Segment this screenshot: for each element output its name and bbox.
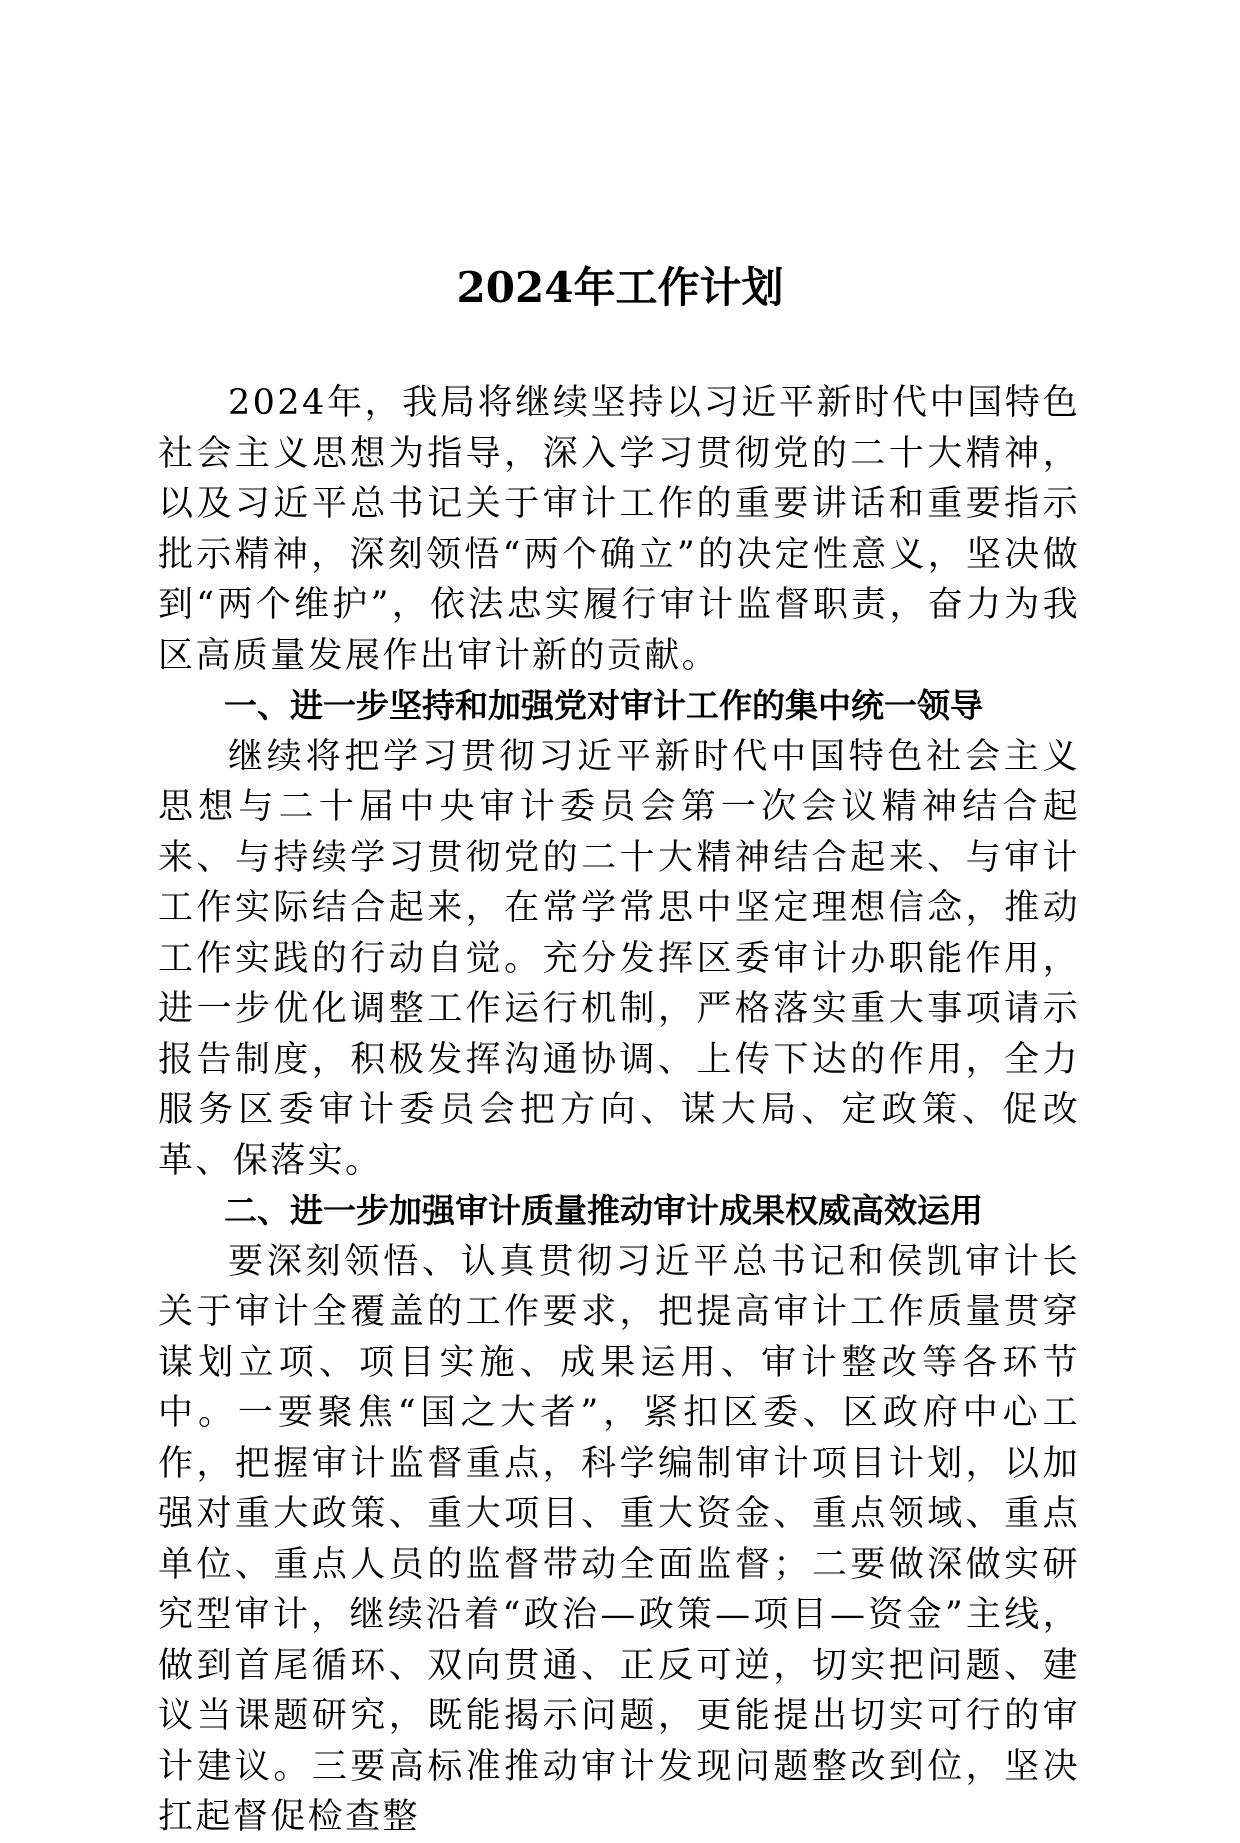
intro-paragraph: 2024年，我局将继续坚持以习近平新时代中国特色社会主义思想为指导，深入学习贯彻党的二十大精神，以及习近平总书记关于审计工作的重要讲话和重要指示批示精神，深刻领悟“两个确立”的决定性意义，坚决做到“两个维护”，依法忠实履行审计监督职责，奋力为我区高质量发展作出审计新的贡献。 xyxy=(158,383,1080,676)
document-title: 2024年工作计划 xyxy=(456,263,784,312)
document-body xyxy=(158,378,1080,1843)
section-2-heading: 二、进一步加强审计质量推动审计成果权威高效运用 xyxy=(224,1191,983,1230)
section-2-paragraph: 要深刻领悟、认真贯彻习近平总书记和侯凯审计长关于审计全覆盖的工作要求，把提高审计工作质量贯穿谋划立项、项目实施、成果运用、审计整改等各环节中。一要聚焦“国之大者”，紧扣区委、区政府中心工作，把握审计监督重点，科学编制审计项目计划，以加强对重大政策、重大项目、重大资金、重点领域、重点单位、重点人员的监督带动全面监督；二要做深做实研究型审计，继续沿着“政治—政策—项目—资金”主线，做到首尾循环、双向贯通、正反可逆，切实把问题、建议当课题研究，既能揭示问题，更能提出切实可行的审计建议。三要高标准推动审计发现问题整改到位，坚决扛起督促检查整 xyxy=(158,1241,1080,1837)
section-1-paragraph: 继续将把学习贯彻习近平新时代中国特色社会主义思想与二十届中央审计委员会第一次会议精神结合起来、与持续学习贯彻党的二十大精神结合起来、与审计工作实际结合起来，在常学常思中坚定理想信念，推动工作实践的行动自觉。充分发挥区委审计办职能作用，进一步优化调整工作运行机制，严格落实重大事项请示报告制度，积极发挥沟通协调、上传下达的作用，全力服务区委审计委员会把方向、谋大局、定政策、促改革、保落实。 xyxy=(158,736,1080,1181)
section-1-heading: 一、进一步坚持和加强党对审计工作的集中统一领导 xyxy=(224,686,983,725)
